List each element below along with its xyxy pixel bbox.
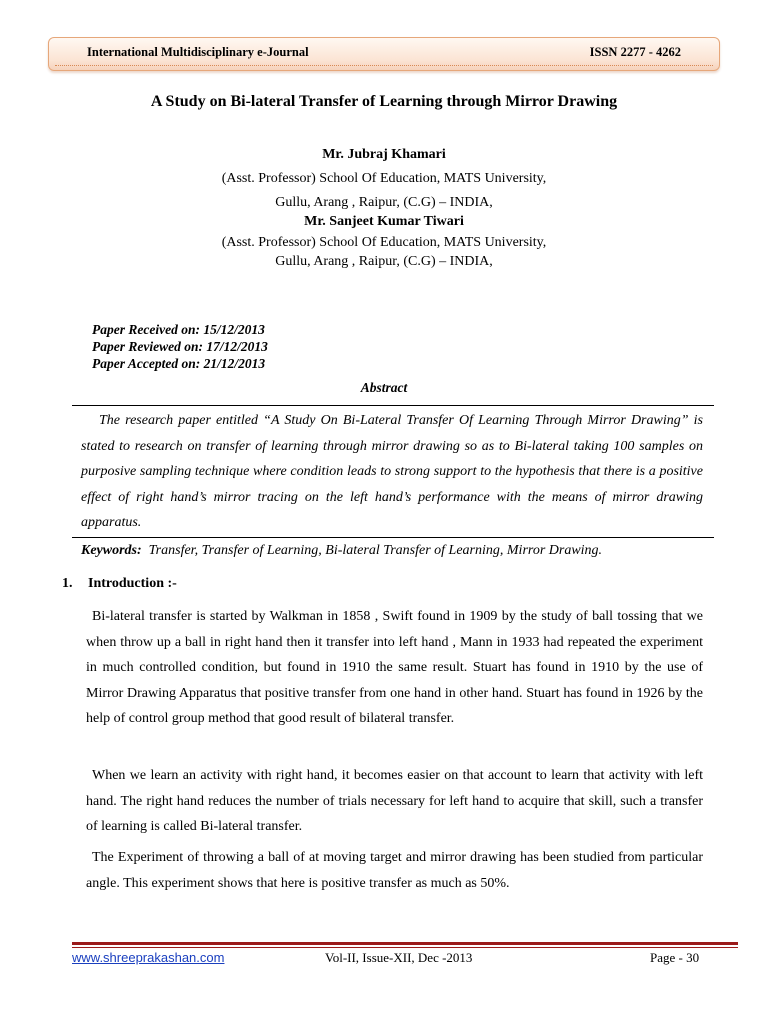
journal-header-bar bbox=[48, 37, 720, 71]
abstract-bottom-rule bbox=[72, 537, 714, 538]
author-2-affiliation-line2: Gullu, Arang , Raipur, (C.G) – INDIA, bbox=[275, 254, 493, 269]
journal-name: International Multidisciplinary e-Journal bbox=[87, 45, 309, 59]
author-2-affiliation-line1: (Asst. Professor) School Of Education, MATS University, bbox=[221, 235, 547, 250]
keywords-label: Keywords: bbox=[81, 543, 142, 558]
footer-rule-thick bbox=[72, 942, 738, 945]
journal-issn: ISSN 2277 - 4262 bbox=[589, 45, 681, 59]
section-number: 1. bbox=[62, 576, 73, 591]
intro-paragraph-1: Bi-lateral transfer is started by Walkman in 1858 , Swift found in 1909 by the study of ball tossing that we when throw up a ball in right hand then it transfer into left hand , Mann in 1933 had repeated the experiment in much controlled condition, but found in 1910 the same result. Stuart has found in 1910 by the use of Mirror Drawing Apparatus that positive transfer from one hand in other hand. Stuart has found in 1926 by the help of control group method that good result of bilateral transfer. bbox=[86, 609, 703, 726]
abstract-top-rule bbox=[72, 405, 714, 406]
author-1-affiliation-line1: (Asst. Professor) School Of Education, MATS University, bbox=[221, 171, 547, 186]
author-1-name: Mr. Jubraj Khamari bbox=[322, 147, 446, 162]
intro-paragraph-2: When we learn an activity with right hand, it becomes easier on that account to learn that activity with left hand. The right hand reduces the number of trials necessary for left hand to acquire that skill, such a transfer of learning is called Bi-lateral transfer. bbox=[86, 768, 703, 834]
keywords bbox=[81, 543, 711, 559]
abstract-heading: Abstract bbox=[360, 380, 408, 395]
footer-rule-thin bbox=[72, 947, 738, 948]
footer-page-number: Page - 30 bbox=[650, 950, 700, 965]
header-dotted-rule bbox=[55, 65, 713, 66]
author-2-name: Mr. Sanjeet Kumar Tiwari bbox=[304, 214, 464, 229]
abstract-text: The research paper entitled “A Study On Bi-Lateral Transfer Of Learning Through Mirror Drawing” is stated to research on transfer of learning through mirror drawing so as to Bi-lateral taking 100 samples on purposive sampling technique where condition leads to strong support to the hypothesis that there is a positive effect of right hand’s mirror tracing on the left hand’s performance with the means of mirror drawing apparatus. bbox=[81, 413, 703, 530]
paper-title: A Study on Bi-lateral Transfer of Learning through Mirror Drawing bbox=[150, 93, 618, 110]
footer-volume: Vol-II, Issue-XII, Dec -2013 bbox=[325, 950, 473, 965]
footer-website-link[interactable]: www.shreeprakashan.com bbox=[72, 950, 225, 965]
date-accepted: Paper Accepted on: 21/12/2013 bbox=[92, 356, 266, 371]
date-reviewed: Paper Reviewed on: 17/12/2013 bbox=[92, 339, 268, 354]
section-title: Introduction :- bbox=[88, 576, 177, 591]
date-received: Paper Received on: 15/12/2013 bbox=[92, 322, 265, 337]
paper-dates bbox=[92, 321, 268, 372]
section-heading-introduction bbox=[62, 576, 177, 592]
keywords-text: Transfer, Transfer of Learning, Bi-lateral Transfer of Learning, Mirror Drawing. bbox=[148, 543, 603, 558]
intro-paragraph-3: The Experiment of throwing a ball of at moving target and mirror drawing has been studied from particular angle. This experiment shows that here is positive transfer as much as 50%. bbox=[86, 850, 703, 891]
author-1-affiliation-line2: Gullu, Arang , Raipur, (C.G) – INDIA, bbox=[275, 195, 493, 210]
